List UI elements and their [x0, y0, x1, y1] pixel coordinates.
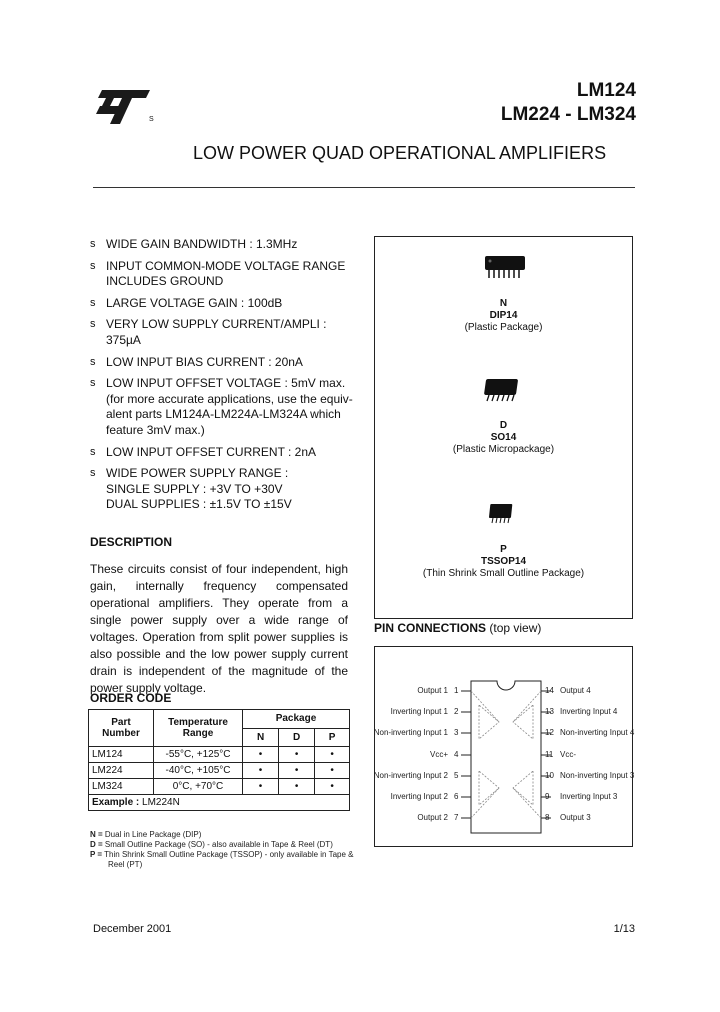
- package-desc: (Thin Shrink Small Outline Package): [422, 568, 585, 579]
- feature-item: [90, 296, 370, 312]
- package-notes: [90, 830, 360, 870]
- row-mark: •: [243, 763, 279, 779]
- package-letter: N: [499, 298, 508, 309]
- so14-chip-image: [483, 373, 523, 410]
- package-letter: D: [499, 420, 508, 431]
- feature-text: WIDE POWER SUPPLY RANGE :: [106, 466, 289, 481]
- feature-text: INCLUDES GROUND: [106, 274, 224, 289]
- package-n: [375, 298, 632, 334]
- dip14-chip-image: [483, 252, 527, 285]
- row-temp: 0°C, +70°C: [154, 779, 243, 795]
- feature-item: [90, 445, 370, 461]
- package-name: DIP14: [489, 310, 518, 321]
- table-row: [89, 779, 350, 795]
- note-p: [90, 850, 360, 870]
- note-text: Dual in Line Package (DIP): [104, 830, 202, 839]
- feature-item: [90, 466, 370, 513]
- table-row: [89, 747, 350, 763]
- footer-date: December 2001: [93, 923, 172, 935]
- feature-text: VERY LOW SUPPLY CURRENT/AMPLI :: [106, 317, 327, 332]
- feature-text: LOW INPUT OFFSET CURRENT : 2nA: [106, 444, 317, 459]
- pin-number-right: 13: [545, 707, 554, 716]
- part-number-line2: LM224 - LM324: [500, 104, 636, 125]
- order-code-table-wrap: [88, 709, 350, 811]
- pin-label-right: Output 3: [560, 813, 591, 822]
- feature-item: [90, 259, 370, 290]
- pin-connections-heading: [374, 621, 541, 635]
- row-mark: •: [243, 747, 279, 763]
- bullet-glyph: s: [90, 467, 96, 480]
- row-mark: •: [279, 763, 315, 779]
- feature-text: feature 3mV max.): [106, 422, 205, 437]
- example-value: LM224N: [142, 797, 180, 808]
- feature-item: [90, 237, 370, 253]
- table-row-example: [89, 795, 350, 811]
- feature-item: [90, 355, 370, 371]
- pin-label-left: Non-inverting Input 2: [373, 771, 448, 780]
- table-row: [89, 763, 350, 779]
- pkg-col-n: N: [243, 728, 279, 747]
- pin-label-left: Non-inverting Input 1: [373, 728, 448, 737]
- bullet-glyph: s: [90, 296, 96, 309]
- feature-item: [90, 376, 370, 438]
- part-number-line1: LM124: [576, 80, 636, 101]
- pin-label-left: Inverting Input 2: [390, 792, 448, 801]
- feature-text: alent parts LM124A-LM224A-LM324A which: [106, 407, 341, 422]
- pin-number-left: 1: [454, 686, 459, 695]
- package-p: [375, 544, 632, 580]
- tssop14-chip-image: [487, 498, 519, 531]
- feature-item: [90, 317, 370, 348]
- row-mark: •: [279, 747, 315, 763]
- row-temp: -55°C, +125°C: [154, 747, 243, 763]
- pin-number-right: 10: [545, 771, 554, 780]
- feature-text: DUAL SUPPLIES : ±1.5V TO ±15V: [106, 497, 292, 512]
- header-rule: [93, 187, 635, 188]
- pkg-col-d: D: [279, 728, 315, 747]
- part-number-title: [501, 80, 636, 126]
- feature-text: (for more accurate applications, use the equiv-: [106, 391, 353, 406]
- package-letter: P: [500, 544, 507, 555]
- row-mark: •: [243, 779, 279, 795]
- feature-text: LOW INPUT BIAS CURRENT : 20nA: [106, 354, 303, 369]
- pin-number-left: 2: [454, 707, 459, 716]
- bullet-glyph: s: [90, 238, 96, 250]
- st-logo: [92, 82, 162, 130]
- page-subtitle: LOW POWER QUAD OPERATIONAL AMPLIFIERS: [193, 143, 607, 163]
- example-label: Example :: [92, 797, 140, 808]
- pin-label-right: Output 4: [560, 686, 591, 695]
- note-key: D =: [90, 840, 103, 849]
- pin-label-right: Vcc-: [560, 750, 576, 759]
- pin-number-right: 8: [545, 813, 550, 822]
- feature-text: LOW INPUT OFFSET VOLTAGE : 5mV max.: [106, 376, 346, 391]
- row-part: LM124: [89, 747, 154, 763]
- pin-number-right: 9: [545, 792, 550, 801]
- pin-number-right: 14: [545, 686, 554, 695]
- pin-label-right: Inverting Input 3: [560, 792, 618, 801]
- feature-text: WIDE GAIN BANDWIDTH : 1.3MHz: [106, 237, 298, 251]
- note-n: [90, 830, 360, 840]
- package-name: SO14: [490, 432, 517, 443]
- feature-text: INPUT COMMON-MODE VOLTAGE RANGE: [106, 258, 346, 273]
- package-d: [375, 420, 632, 456]
- pin-number-right: 12: [545, 728, 554, 737]
- col-temp-header: Temperature Range: [154, 710, 243, 747]
- row-mark: •: [279, 779, 315, 795]
- pin-label-right: Non-inverting Input 3: [560, 771, 635, 780]
- row-mark: •: [315, 763, 350, 779]
- pkg-col-p: P: [315, 728, 350, 747]
- order-code-table: [88, 709, 350, 811]
- pinout-diagram: [375, 647, 635, 846]
- pin-number-left: 6: [454, 792, 459, 801]
- pin-label-left: Vcc+: [429, 750, 448, 759]
- pin-heading-note: (top view): [489, 621, 542, 635]
- pin-label-left: Output 2: [417, 813, 448, 822]
- description-heading: DESCRIPTION: [90, 535, 173, 549]
- pin-label-left: Output 1: [417, 686, 448, 695]
- description-text: These circuits consist of four independent, high gain, internally frequency compensated operational amplifiers. They operate from a single power supply over a wide range of voltages. Operation from split power supplies is also possible and the low power supply current drain is independent of the magnitude of the power supply voltage.: [90, 562, 348, 695]
- row-mark: •: [315, 747, 350, 763]
- col-part-header: Part Number: [89, 710, 154, 747]
- note-text: Thin Shrink Small Outline Package (TSSOP) - only available in Tape & Reel (PT): [104, 850, 354, 869]
- feature-text: LARGE VOLTAGE GAIN : 100dB: [106, 295, 283, 310]
- pin-connections-box: [374, 646, 633, 847]
- order-code-heading: ORDER CODE: [90, 691, 172, 705]
- footer-page: 1/13: [613, 923, 635, 935]
- note-key: N =: [90, 830, 103, 839]
- pin-number-left: 3: [454, 728, 459, 737]
- bullet-glyph: s: [90, 445, 96, 458]
- package-box: [374, 236, 633, 619]
- bullet-glyph: s: [90, 318, 96, 331]
- pin-number-left: 4: [454, 750, 459, 759]
- pin-label-left: Inverting Input 1: [390, 707, 448, 716]
- feature-text: 375µA: [106, 332, 141, 347]
- feature-text: SINGLE SUPPLY : +3V TO +30V: [106, 481, 283, 496]
- note-d: [90, 840, 360, 850]
- note-key: P =: [90, 850, 103, 859]
- row-temp: -40°C, +105°C: [154, 763, 243, 779]
- row-part: LM224: [89, 763, 154, 779]
- logo-reg-mark: S: [149, 116, 154, 123]
- pin-number-left: 5: [454, 771, 459, 780]
- package-desc: (Plastic Micropackage): [452, 444, 555, 455]
- bullet-glyph: s: [90, 259, 96, 272]
- package-desc: (Plastic Package): [464, 322, 543, 333]
- note-text: Small Outline Package (SO) - also available in Tape & Reel (DT): [104, 840, 333, 849]
- col-package-header: Package: [243, 710, 350, 729]
- row-part: LM324: [89, 779, 154, 795]
- pin-label-right: Non-inverting Input 4: [560, 728, 635, 737]
- pin-number-left: 7: [454, 813, 459, 822]
- package-name: TSSOP14: [480, 556, 527, 567]
- row-mark: •: [315, 779, 350, 795]
- pin-heading-text: PIN CONNECTIONS: [374, 621, 487, 635]
- pin-number-right: 11: [545, 750, 554, 759]
- bullet-glyph: s: [90, 377, 96, 390]
- bullet-glyph: s: [90, 355, 96, 368]
- pin-label-right: Inverting Input 4: [560, 707, 618, 716]
- feature-list: [90, 237, 370, 519]
